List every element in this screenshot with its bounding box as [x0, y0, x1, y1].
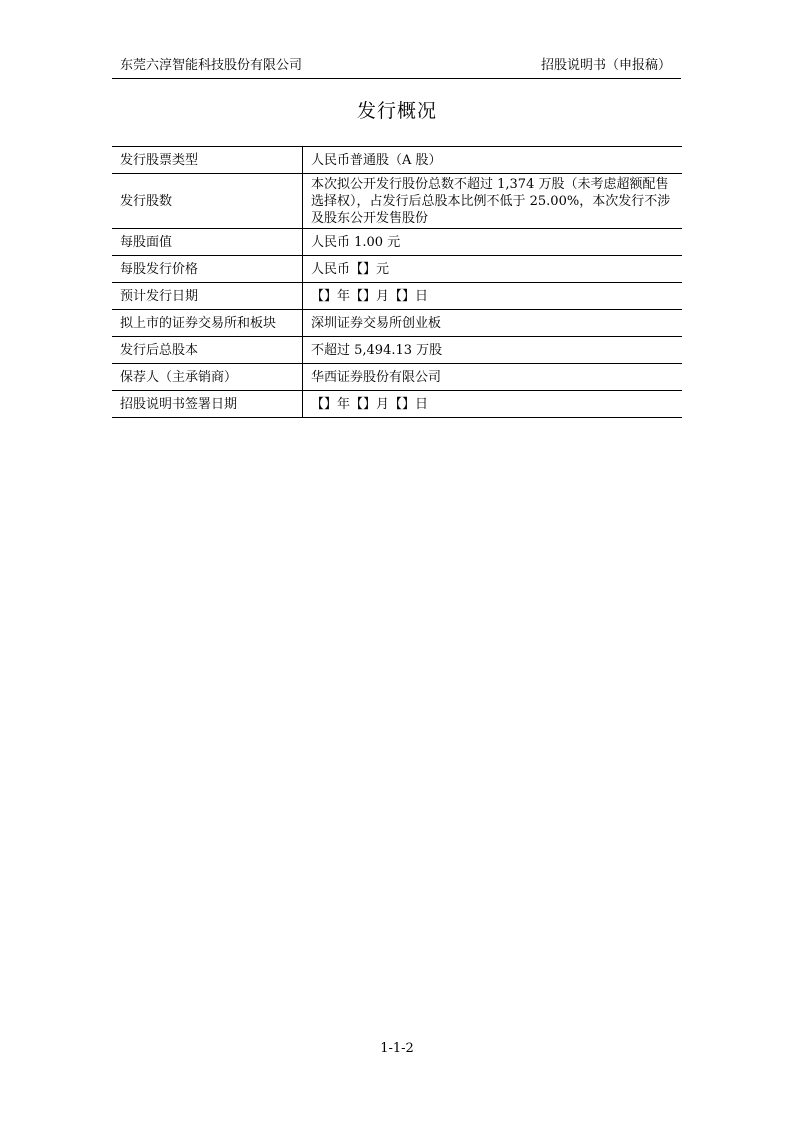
table-row: [112, 147, 682, 174]
row-label: 保荐人（主承销商）: [112, 364, 303, 391]
row-value: 不超过 5,494.13 万股: [311, 342, 443, 358]
table-row: [112, 174, 682, 229]
row-value: 人民币 1.00 元: [311, 234, 401, 250]
page-header: [112, 56, 681, 79]
table-row: [112, 310, 682, 337]
row-value: 【】年【】月【】日: [311, 288, 429, 304]
table-row: [112, 391, 682, 418]
row-label: 发行后总股本: [112, 337, 303, 364]
company-name: 东莞六淳智能科技股份有限公司: [120, 58, 303, 73]
table-row: [112, 229, 682, 256]
row-label: 每股发行价格: [112, 256, 303, 283]
row-value: 人民币普通股（A 股）: [311, 152, 442, 168]
document-type: 招股说明书（申报稿）: [540, 58, 671, 73]
row-value: 本次拟公开发行股份总数不超过 1,374 万股（未考虑超额配售选择权），占发行后总股本比例不低于 25.00%，本次发行不涉及股东公开发售股份: [311, 176, 671, 226]
row-label: 每股面值: [112, 229, 303, 256]
row-label: 拟上市的证券交易所和板块: [112, 310, 303, 337]
row-value: 【】年【】月【】日: [311, 396, 429, 412]
table-row: [112, 364, 682, 391]
page-number: 1-1-2: [380, 1041, 414, 1056]
row-value: 深圳证券交易所创业板: [311, 315, 442, 331]
row-value: 人民币【】元: [311, 261, 390, 277]
table-row: [112, 283, 682, 310]
row-label: 招股说明书签署日期: [112, 391, 303, 418]
page-title: 发行概况: [356, 100, 437, 122]
row-label: 发行股数: [112, 174, 303, 229]
issuance-overview-table: [112, 146, 682, 418]
table-row: [112, 256, 682, 283]
row-value: 华西证券股份有限公司: [311, 369, 442, 385]
row-label: 发行股票类型: [112, 147, 303, 174]
row-label: 预计发行日期: [112, 283, 303, 310]
table-row: [112, 337, 682, 364]
